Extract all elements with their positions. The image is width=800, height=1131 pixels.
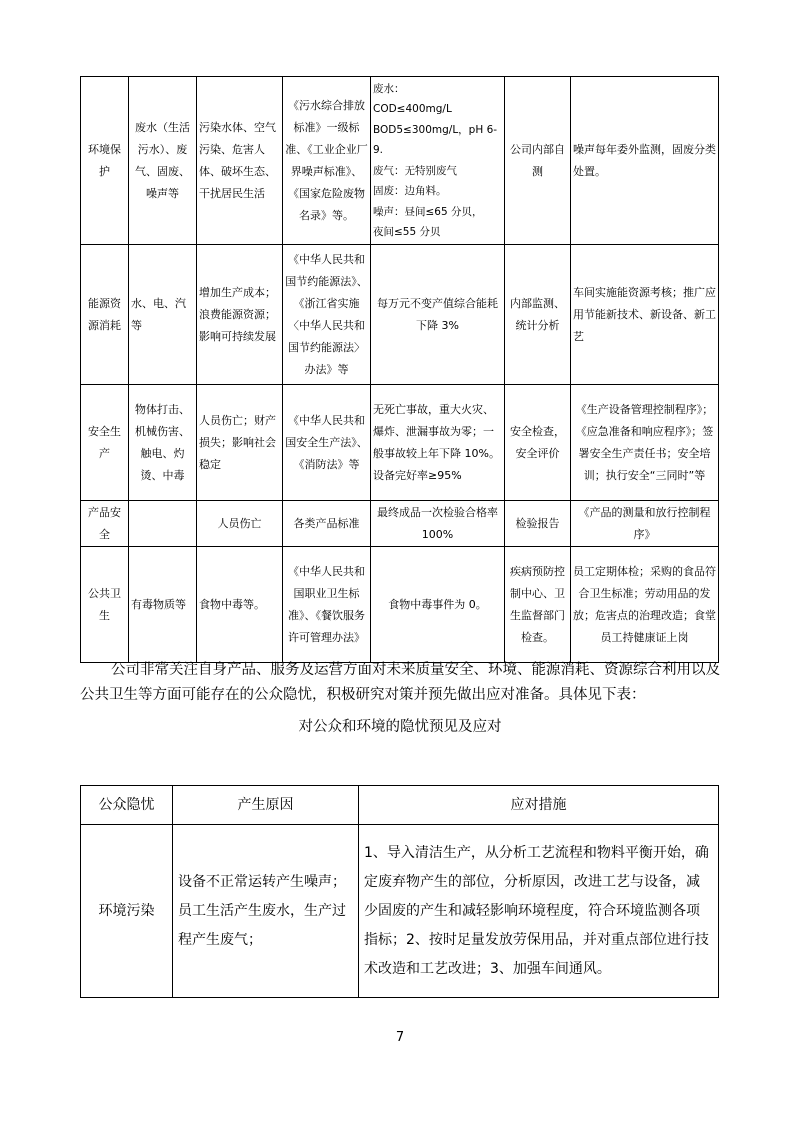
standards-cell: 《污水综合排放标准》一级标准、《工业企业厂界噪声标准》、《国家危险废物名录》等。 (283, 77, 371, 245)
factors-cell: 废水（生活污水）、废气、固废、噪声等 (129, 77, 197, 245)
impacts-cell: 食物中毒等。 (197, 547, 283, 663)
risk-row-safety (81, 385, 719, 501)
limits-cell: 最终成品一次检验合格率 100% (371, 501, 505, 547)
limit-line: 无死亡事故，重大火灾、爆炸、泄漏事故为零；一般事故较上年下降 10%。 (373, 402, 500, 460)
limits-cell (371, 77, 505, 245)
standards-cell: 各类产品标准 (283, 501, 371, 547)
intro-paragraph: 公司非常关注自身产品、服务及运营方面对未来质量安全、环境、能源消耗、资源综合利用以及公共卫生等方面可能存在的公众隐忧，积极研究对策并预先做出应对准备。具体见下表： (80, 662, 720, 703)
impacts-cell: 人员伤亡 (197, 501, 283, 547)
category-cell: 公共卫生 (81, 547, 129, 663)
concern-table-header (81, 786, 719, 825)
limits-cell (371, 385, 505, 501)
standards-cell: 《中华人民共和国职业卫生标准》、《餐饮服务许可管理办法》 (283, 547, 371, 663)
category-cell: 安全生产 (81, 385, 129, 501)
limits-cell: 每万元不变产值综合能耗下降 3% (371, 245, 505, 385)
limit-line: 废气：无特别废气 (373, 164, 457, 177)
impacts-cell: 增加生产成本；浪费能源资源；影响可持续发展 (197, 245, 283, 385)
category-cell: 产品安全 (81, 501, 129, 547)
factors-cell: 物体打击、机械伤害、触电、灼烫、中毒 (129, 385, 197, 501)
impacts-cell: 人员伤亡；财产损失；影响社会稳定 (197, 385, 283, 501)
concern-cell: 环境污染 (81, 825, 173, 998)
risk-row-product (81, 501, 719, 547)
standards-cell: 《中华人民共和国安全生产法》、《消防法》等 (283, 385, 371, 501)
measures-cell: 《生产设备管理控制程序》；《应急准备和响应程序》；签署安全生产责任书；安全培训；执行安全“三同时”等 (571, 385, 719, 501)
category-cell: 环境保护 (81, 77, 129, 245)
header-concern: 公众隐忧 (81, 786, 173, 825)
limit-line: 设备完好率≥95% (373, 468, 462, 482)
concern-table (80, 785, 719, 998)
measures-cell: 《产品的测量和放行控制程序》 (571, 501, 719, 547)
response-cell: 1、导入清洁生产，从分析工艺流程和物料平衡开始，确定废弃物产生的部位，分析原因，改进工艺与设备，减少固废的产生和减轻影响环境程度，符合环境监测各项指标；2、按时足量发放劳保用品，并对重点部位进行技术改造和工艺改进；3、加强车间通风。 (359, 825, 719, 998)
risk-row-energy (81, 245, 719, 385)
risk-row-public-health (81, 547, 719, 663)
cause-cell: 设备不正常运转产生噪声；员工生活产生废水，生产过程产生废气； (173, 825, 359, 998)
factors-cell: 有毒物质等 (129, 547, 197, 663)
header-cause: 产生原因 (173, 786, 359, 825)
limit-line: 固废：边角料。 (373, 185, 447, 197)
concern-row (81, 825, 719, 998)
risk-table (80, 76, 719, 663)
measures-cell: 车间实施能资源考核；推广应用节能新技术、新设备、新工艺 (571, 245, 719, 385)
method-cell: 公司内部自测 (505, 77, 571, 245)
standards-cell: 《中华人民共和国节约能源法》、《浙江省实施〈中华人民共和国节约能源法〉办法》等 (283, 245, 371, 385)
factors-cell (129, 501, 197, 547)
method-cell: 疾病预防控制中心、卫生监督部门检查。 (505, 547, 571, 663)
limit-line: BOD5≤300mg/L，pH 6-9. (373, 123, 498, 156)
method-cell: 内部监测、统计分析 (505, 245, 571, 385)
method-cell: 检验报告 (505, 501, 571, 547)
factors-cell: 水、电、汽等 (129, 245, 197, 385)
limit-line: COD≤400mg/L (373, 103, 452, 115)
risk-row-environment (81, 77, 719, 245)
method-cell: 安全检查，安全评价 (505, 385, 571, 501)
table-title: 对公众和环境的隐忧预见及应对 (298, 719, 502, 735)
limit-line: 废水： (373, 82, 405, 95)
limit-line: 噪声：昼间≤65 分贝， (373, 205, 483, 218)
category-cell: 能源资源消耗 (81, 245, 129, 385)
measures-cell: 员工定期体检；采购的食品符合卫生标准；劳动用品的发放；危害点的治理改造；食堂员工持健康证上岗 (571, 547, 719, 663)
limit-line: 夜间≤55 分贝 (373, 226, 441, 238)
limits-cell: 食物中毒事件为 0。 (371, 547, 505, 663)
header-response: 应对措施 (359, 786, 719, 825)
impacts-cell: 污染水体、空气污染、危害人体、破坏生态、干扰居民生活 (197, 77, 283, 245)
measures-cell: 噪声每年委外监测，固废分类处置。 (571, 77, 719, 245)
page-number: 7 (395, 1030, 405, 1045)
